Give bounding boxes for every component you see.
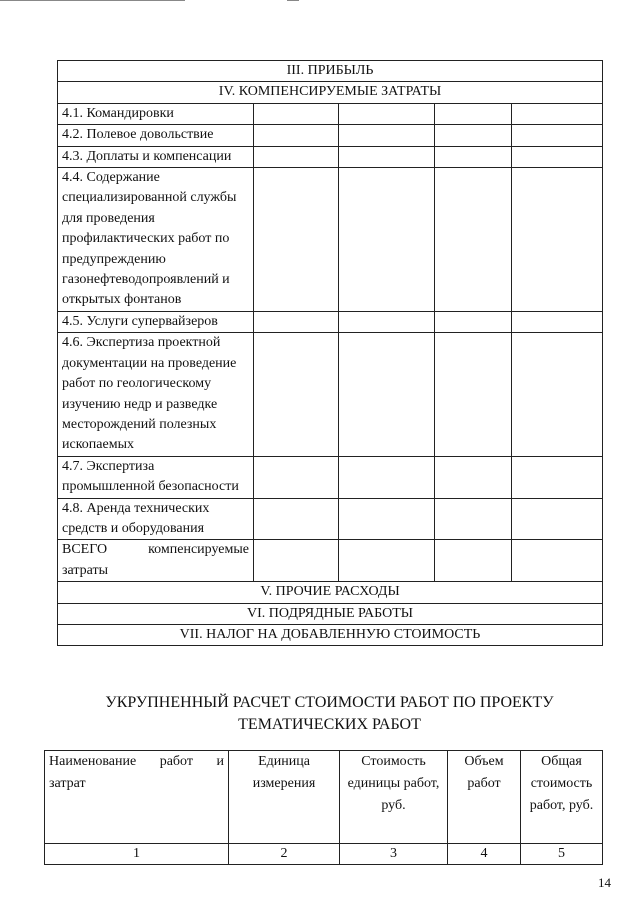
- header-name: Наименование работ и затрат: [45, 751, 229, 844]
- table-row: [58, 168, 603, 312]
- row-label: 4.1. Командировки: [58, 103, 254, 124]
- row-label: 4.7. Экспертиза промышленной безопасности: [58, 456, 254, 498]
- header-total: Общая стоимость работ, руб.: [521, 751, 603, 844]
- scan-artifact-line: [0, 0, 185, 1]
- column-number: 1: [45, 844, 229, 865]
- column-number: 4: [448, 844, 521, 865]
- section-other-expenses: V. ПРОЧИЕ РАСХОДЫ: [58, 582, 603, 603]
- column-number: 2: [229, 844, 340, 865]
- scan-artifact-line: [287, 0, 299, 1]
- table-row: [58, 540, 603, 582]
- table-row: [58, 311, 603, 332]
- table-row: [58, 456, 603, 498]
- header-volume: Объем работ: [448, 751, 521, 844]
- section-profit: III. ПРИБЫЛЬ: [58, 61, 603, 82]
- cost-structure-table: [57, 60, 603, 646]
- table-row: [58, 125, 603, 146]
- table-row: [58, 103, 603, 124]
- section-heading: УКРУПНЕННЫЙ РАСЧЕТ СТОИМОСТИ РАБОТ ПО ПРОЕКТУ ТЕМАТИЧЕСКИХ РАБОТ: [105, 694, 554, 733]
- header-unit-cost: Стоимость единицы работ, руб.: [340, 751, 448, 844]
- cost-calculation-table: [44, 750, 603, 865]
- row-label: 4.8. Аренда технических средств и оборудования: [58, 498, 254, 540]
- total-row-label: ВСЕГО компенсируемые затраты: [58, 540, 254, 582]
- section-compensated-costs: IV. КОМПЕНСИРУЕМЫЕ ЗАТРАТЫ: [58, 82, 603, 103]
- section-contract-works: VI. ПОДРЯДНЫЕ РАБОТЫ: [58, 603, 603, 624]
- column-number: 5: [521, 844, 603, 865]
- header-unit: Единица измерения: [229, 751, 340, 844]
- table-row: [58, 333, 603, 456]
- section-vat: VII. НАЛОГ НА ДОБАВЛЕННУЮ СТОИМОСТЬ: [58, 624, 603, 645]
- table-row: [58, 498, 603, 540]
- row-label: 4.3. Доплаты и компенсации: [58, 146, 254, 167]
- row-label: 4.2. Полевое довольствие: [58, 125, 254, 146]
- row-label: 4.6. Экспертиза проектной документации на проведение работ по геологическому изучению недр и разведке месторождений полезных ископаемых: [58, 333, 254, 456]
- table-row: [58, 146, 603, 167]
- column-number: 3: [340, 844, 448, 865]
- column-numbers-row: [45, 844, 603, 865]
- row-label: 4.5. Услуги супервайзеров: [58, 311, 254, 332]
- row-label: 4.4. Содержание специализированной службы для проведения профилактических работ по предупреждению газонефтеводопроявлений и открытых фонтанов: [58, 168, 254, 312]
- page-number: 14: [598, 875, 611, 890]
